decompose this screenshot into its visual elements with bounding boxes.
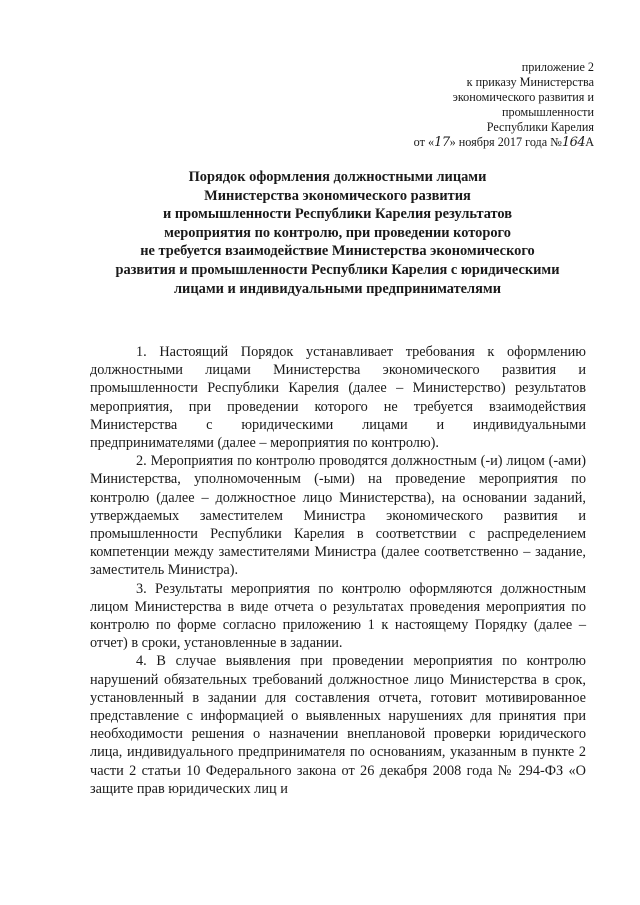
title-line-7: лицами и индивидуальными предпринимателями — [173, 280, 502, 297]
paragraph-2: 2. Мероприятия по контролю проводятся должностным (-и) лицом (-ами) Министерства, уполномоченным (-ыми) на проведение мероприятия по контролю (далее – должностное лицо Министерства), на основании заданий, утверждаемых заместителем Министра экономического развития и промышленности Республики Карелия в соответствии с распределением компетенции между заместителями Министра (далее соответственно – задание, заместитель Министра). — [90, 453, 586, 579]
order-number-handwritten: 164 — [561, 135, 586, 150]
title-line-4: мероприятия по контролю, при проведении которого — [164, 224, 511, 241]
appendix-header — [414, 60, 594, 150]
appendix-line-3: экономического развития и — [452, 90, 594, 104]
title-line-5: не требуется взаимодействие Министерства экономического — [140, 243, 535, 260]
date-day-handwritten: 17 — [434, 135, 450, 150]
title-line-6: развития и промышленности Республики Карелия с юридическими — [115, 261, 560, 278]
document-body — [90, 343, 586, 798]
date-prefix: от « — [413, 135, 435, 149]
paragraph-4: 4. В случае выявления при проведении мероприятия по контролю нарушений обязательных требований должностное лицо Министерства в срок, установленный в задании для составления отчета, готовит мотивированное представление с информацией о выявленных нарушениях для принятия при необходимости решения о назначении внеплановой проверки юридического лица, индивидуального предпринимателя по основаниям, указанным в пункте 2 части 2 статьи 10 Федерального закона от 26 декабря 2008 года № 294-ФЗ «О защите прав юридических лиц и — [90, 653, 586, 797]
appendix-line-1: приложение 2 — [521, 60, 594, 74]
appendix-line-4: промышленности — [502, 105, 594, 119]
date-middle: » ноября 2017 года № — [449, 135, 562, 149]
appendix-date-line — [414, 135, 594, 150]
title-line-3: и промышленности Республики Карелия результатов — [162, 206, 513, 223]
appendix-line-5: Республики Карелия — [486, 120, 594, 134]
date-suffix: А — [585, 135, 594, 149]
paragraph-3: 3. Результаты мероприятия по контролю оформляются должностным лицом Министерства в виде отчета о результатах проведения мероприятия по контролю по форме согласно приложению 1 к настоящему Порядку (далее – отчет) в сроки, установленные в задании. — [90, 580, 586, 652]
title-line-1: Порядок оформления должностными лицами — [188, 169, 487, 185]
document-title — [95, 168, 580, 298]
paragraph-1: 1. Настоящий Порядок устанавливает требования к оформлению должностными лицами Министерства экономического развития и промышленности Республики Карелия (далее – Министерство) результатов мероприятия, при проведении которого не требуется взаимодействия Министерства с юридическими лицами и индивидуальными предпринимателями (далее – мероприятия по контролю). — [90, 344, 586, 452]
appendix-line-2: к приказу Министерства — [466, 75, 594, 89]
title-line-2: Министерства экономического развития — [204, 187, 471, 204]
